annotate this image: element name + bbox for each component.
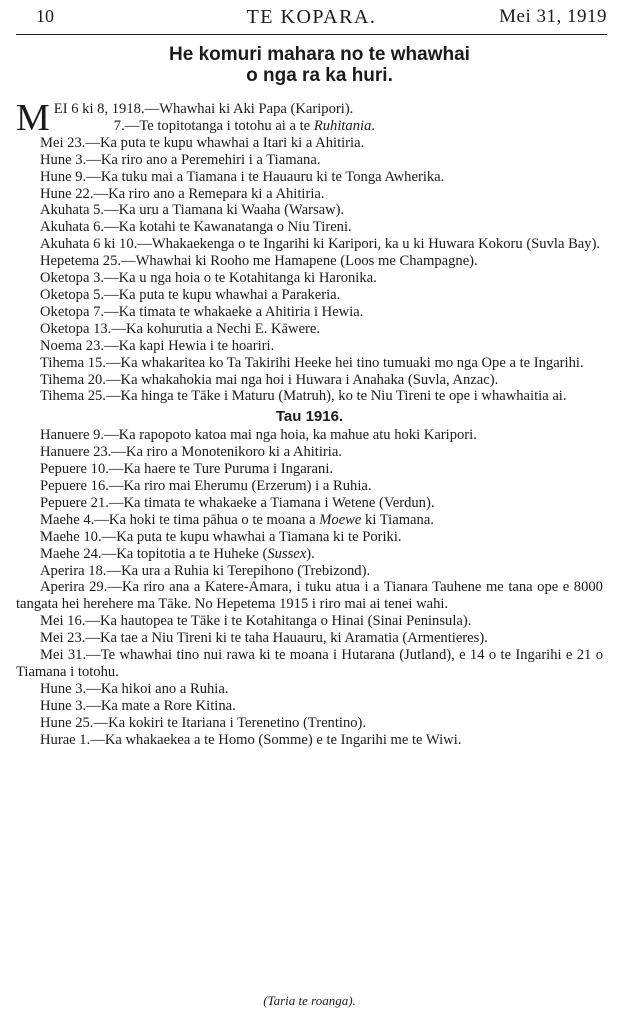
entry-date: Aperira 18.: [40, 562, 107, 579]
entry-date: Hune 3.: [40, 697, 87, 714]
entry-italic: Sussex: [267, 545, 307, 562]
entry-date: Oketopa 7.: [40, 303, 105, 320]
entry-date: Akuhata 6.: [40, 219, 105, 236]
entry-date: Tihema 25.: [40, 388, 106, 405]
entry-date: Mei 23.: [40, 630, 86, 647]
entry-text: —Ka timata te whakaeke a Ahitiria i Hewia.: [104, 303, 364, 320]
entry-date: Akuhata 6 ki 10.: [40, 236, 138, 253]
entry-text: —Ka hautopea te Tāke i te Kotahitanga o Hinai (Sinai Peninsula).: [85, 613, 472, 630]
chronology-entry: [16, 219, 603, 236]
chronology-entry: [16, 152, 603, 169]
entry-date: Oketopa 13.: [40, 320, 112, 337]
entry-text: —Ka riro a Monotenikoro ki a Ahitiria.: [111, 444, 342, 461]
entry-text: —Ka haere te Ture Puruma i Ingarani.: [108, 461, 334, 478]
entry-text: —Ka uru a Tiamana ki Waaha (Warsaw).: [104, 202, 345, 219]
entry-text: —Ka kohurutia a Nechi E. Kāwere.: [111, 320, 321, 337]
chronology-entry: [16, 355, 603, 372]
entry-date: Aperira 29.: [40, 579, 108, 596]
entry-text: —Ka puta te kupu whawhai a Parakeria.: [104, 286, 341, 303]
entry-text-after: ki Tiamana.: [361, 511, 434, 528]
page-header: [16, 4, 607, 35]
chronology-entry: [16, 647, 603, 681]
chronology-entry: [16, 236, 603, 253]
entry-text: —Ka topitotia a te Huheke (: [101, 545, 268, 562]
chronology-entry: [16, 698, 603, 715]
entry-text: —Ka puta te kupu whawhai a Itari ki a Ahitiria.: [85, 134, 365, 151]
entry-date: Maehe 24.: [40, 545, 102, 562]
entry-text: —Ka puta te kupu whawhai a Tiamana ki te Poriki.: [101, 528, 402, 545]
chronology-entry: [16, 169, 603, 186]
entry-text: —Ka riro ana a Katere-Amara, i tuku atua i a Tianara Tauhene me tana ope e 8000 tangata hei herehere ma Tāke. No Hepetema 1915 i riro mai ai tenei wahi.: [16, 579, 603, 613]
chronology-entry: [16, 579, 603, 613]
entry-text: —Ka whakaritea ko Ta Takirihi Heeke hei tino tumuaki mo nga Ope a te Ingarihi.: [105, 354, 584, 371]
publication-title: TE KOPARA.: [246, 6, 377, 28]
entry-date: Akuhata 5.: [40, 202, 105, 219]
entry-text-after: .: [371, 117, 376, 134]
entry-date: Oketopa 5.: [40, 286, 105, 303]
chronology-entry: [16, 321, 603, 338]
entry-text: —Ka tuku mai a Tiamana i te Hauauru ki te Tonga Awherika.: [86, 168, 445, 185]
entry-date: Oketopa 3.: [40, 270, 105, 287]
entry-italic: Ruhitania: [313, 117, 372, 134]
chronology-entry: [16, 444, 603, 461]
entry-date: Pepuere 16.: [40, 478, 109, 495]
entry-text: —Te topitotanga i totohu ai a te: [124, 117, 314, 134]
chronology-entry: [16, 388, 603, 405]
entry-date: Mei 16.: [40, 613, 86, 630]
chronology-entry: [16, 613, 603, 630]
chronology-entry: [16, 546, 603, 563]
entry-text: —Ka hoki te tima pāhua o te moana a: [94, 511, 320, 528]
entry-date: Tihema 20.: [40, 371, 106, 388]
entry-text: —Ka tae a Niu Tireni ki te taha Hauauru, ki Aramatia (Armentieres).: [85, 630, 488, 647]
page-number: 10: [36, 6, 54, 26]
entry-italic: Moewe: [319, 511, 362, 528]
entry-date: Mei 31.: [40, 647, 87, 664]
entry-text: —Whawhai ki Rooho me Hamapene (Loos me Champagne).: [121, 253, 478, 270]
entry-text: —Ka ura a Ruhia ki Terepihono (Trebizond).: [106, 562, 371, 579]
chronology-entry: [16, 202, 603, 219]
entry-date: Maehe 10.: [40, 528, 102, 545]
chronology-entry: [16, 270, 603, 287]
chronology-entry: [16, 681, 603, 698]
chronology-entry: [16, 253, 603, 270]
heading-line-1: He komuri mahara no te whawhai: [169, 44, 470, 65]
continued-note: (Taria te roanga).: [263, 993, 356, 1008]
entry-text: —Ka hinga te Tāke i Maturu (Matruh), ko te Niu Tireni te ope i whawhaitia ai.: [105, 388, 567, 405]
entry-date: Hune 3.: [40, 151, 87, 168]
entry-text: —Ka kotahi te Kawanatanga o Niu Tireni.: [104, 219, 352, 236]
entry-text: —Te whawhai tino nui rawa ki te moana i Hutarana (Jutland), e 14 o te Ingarihi e 21 o Tiamana i totohu.: [16, 647, 603, 680]
entry-text: —Ka riro mai Eherumu (Erzerum) i a Ruhia.: [108, 478, 372, 495]
entry-text: —Whawhai ki Aki Papa (Karipori).: [144, 101, 354, 117]
entry-text: —Ka kokiri te Itariana i Terenetino (Trentino).: [93, 714, 367, 731]
chronology-entry: [16, 732, 603, 749]
chronology-entry: [16, 529, 603, 546]
drop-cap: M: [16, 97, 50, 139]
entry-date: Maehe 4.: [40, 511, 95, 528]
chronology-entry: [16, 118, 603, 135]
chronology-entry: [16, 512, 603, 529]
entry-date: Hurae 1.: [40, 731, 91, 748]
entries-1916: [16, 427, 603, 748]
entry-date: Hune 25.: [40, 714, 94, 731]
entry-date: Hanuere 23.: [40, 444, 112, 461]
chronology-entry: [16, 304, 603, 321]
entry-text: —Whakaekenga o te Ingarihi ki Karipori, ka u ki Huwara Kokoru (Suvla Bay).: [137, 236, 601, 253]
entry-text: —Ka whakaekea a te Homo (Somme) e te Ingarihi me te Wiwi.: [90, 731, 462, 748]
entry-text: —Ka riro ano a Remepara ki a Ahitiria.: [93, 185, 325, 202]
entry-text: —Ka riro ano a Peremehiri i a Tiamana.: [86, 151, 321, 168]
entry-date: Hepetema 25.: [40, 253, 122, 270]
entry-date: Tihema 15.: [40, 354, 106, 371]
entry-date: Pepuere 21.: [40, 494, 109, 511]
entry-date: Noema 23.: [40, 337, 105, 354]
entry-date: Hanuere 9.: [40, 427, 105, 444]
entry-text: —Ka u nga hoia o te Kotahitanga ki Haronika.: [104, 270, 377, 287]
entry-text: —Ka hikoi ano a Ruhia.: [86, 680, 229, 697]
entry-text-after: ).: [306, 545, 315, 562]
entry-text: —Ka rapopoto katoa mai nga hoia, ka mahue atu hoki Karipori.: [104, 427, 477, 444]
chronology-entry: [16, 478, 603, 495]
entry-date: EI 6 ki 8, 1918.: [53, 101, 145, 117]
chronology-entry: [16, 495, 603, 512]
entries-1915: [16, 97, 603, 405]
entry-text: —Ka mate a Rore Kitina.: [86, 697, 236, 714]
chronology-entry: [16, 563, 603, 580]
chronology-entry: [16, 630, 603, 647]
article-heading: [60, 44, 579, 86]
article-body: [16, 97, 603, 749]
heading-line-2: o nga ra ka huri.: [246, 65, 393, 86]
chronology-entry: [16, 372, 603, 389]
chronology-entry: [16, 186, 603, 203]
entry-text: —Ka timata te whakaeke a Tiamana i Wetene (Verdun).: [108, 494, 435, 511]
entry-date: Mei 23.: [40, 134, 86, 151]
section-title-1916: Tau 1916.: [275, 408, 344, 426]
entry-text: —Ka kapi Hewia i te hoariri.: [104, 337, 275, 354]
chronology-entry: [16, 427, 603, 444]
chronology-entry: [16, 715, 603, 732]
entry-date: Hune 22.: [40, 185, 94, 202]
entry-date: Pepuere 10.: [40, 461, 109, 478]
chronology-entry: [16, 287, 603, 304]
issue-date: Mei 31, 1919: [499, 6, 607, 27]
entry-date: Hune 3.: [40, 680, 87, 697]
chronology-entry: [16, 461, 603, 478]
chronology-entry: [16, 338, 603, 355]
entry-date: Hune 9.: [40, 168, 87, 185]
chronology-entry: [16, 135, 603, 152]
entry-date: 7.: [113, 117, 125, 134]
entry-text: —Ka whakahokia mai nga hoi i Huwara i Anahaka (Suvla, Anzac).: [105, 371, 499, 388]
